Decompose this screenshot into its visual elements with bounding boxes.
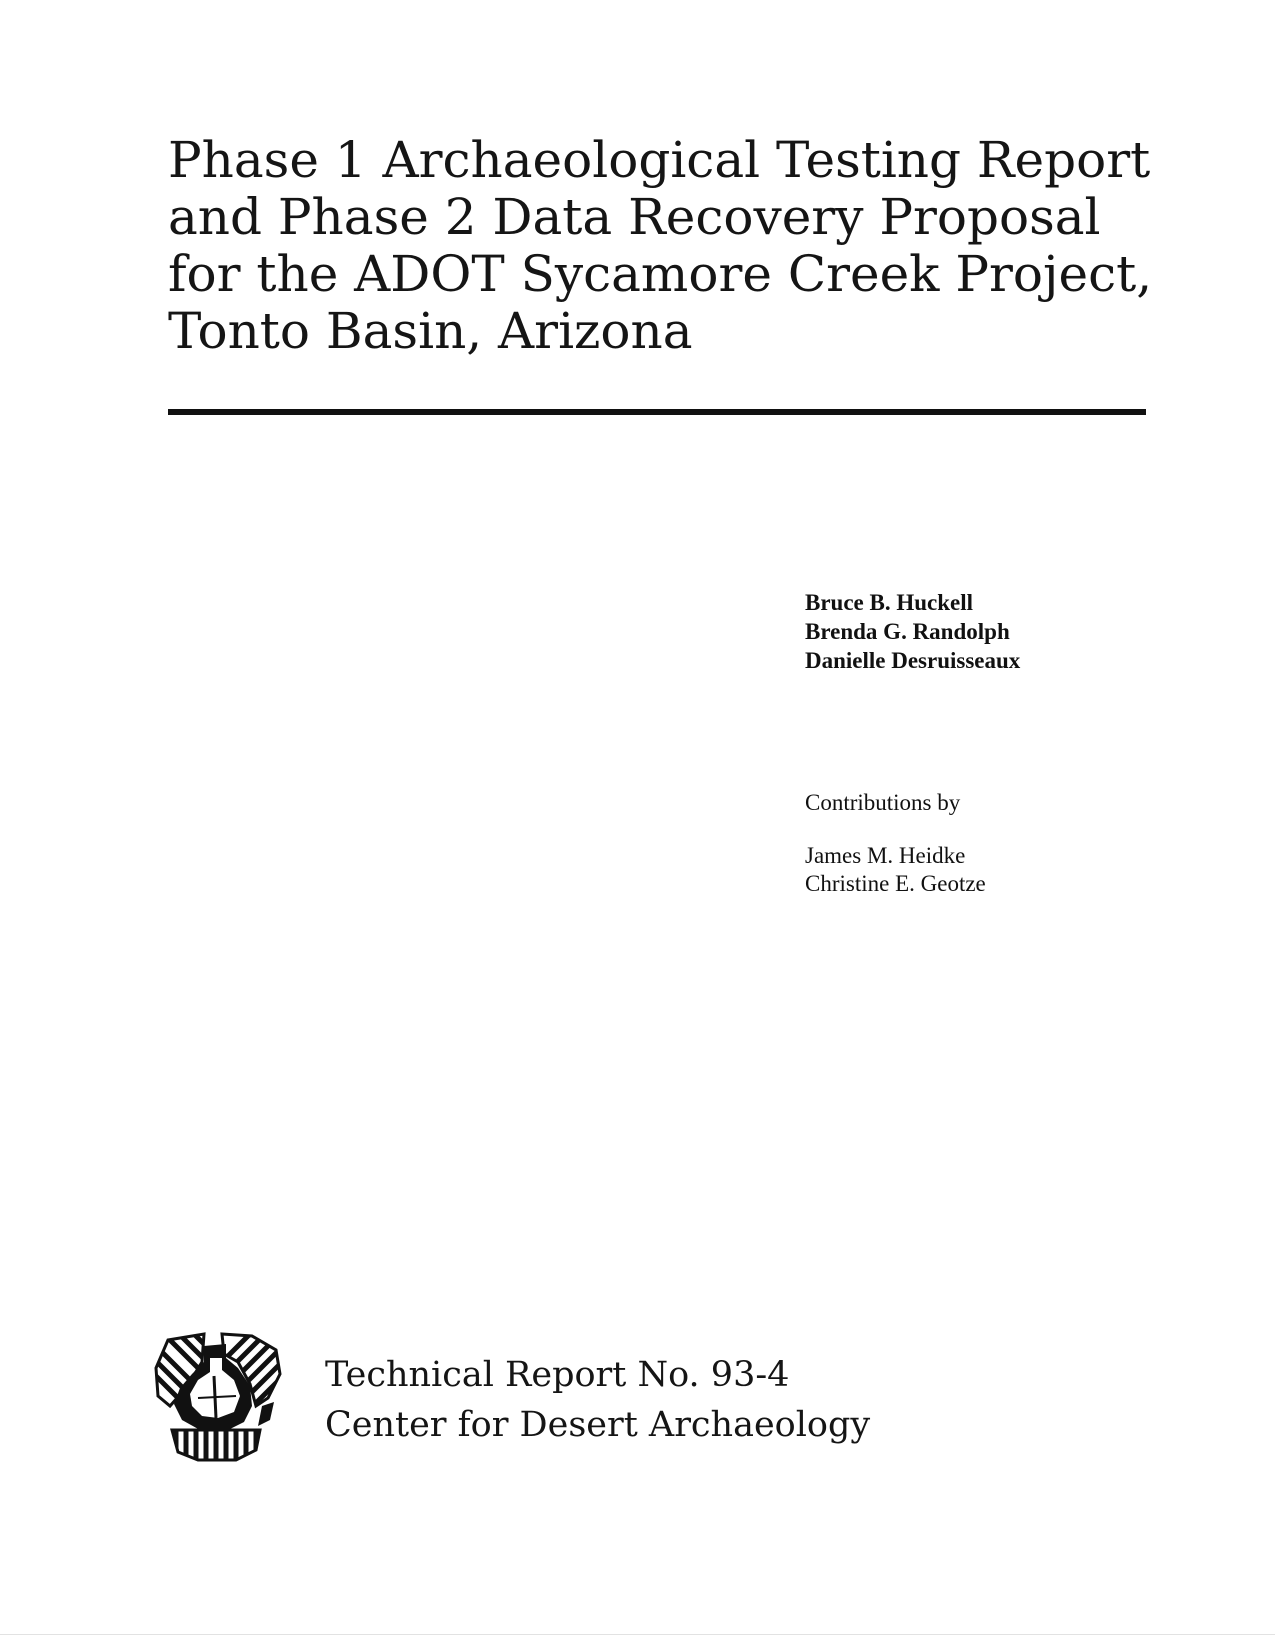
report-series [325,1350,870,1450]
title-line-3: for the ADOT Sycamore Creek Project, [168,245,1153,303]
author-list [805,588,1225,675]
contributor-list [805,842,986,898]
report-title [168,131,1153,360]
author-name: Bruce B. Huckell [805,590,974,615]
title-line-2: and Phase 2 Data Recovery Proposal [168,188,1101,246]
title-line-4: Tonto Basin, Arizona [168,302,693,360]
contributor-name: James M. Heidke [805,843,966,868]
title-line-1: Phase 1 Archaeological Testing Report [168,131,1151,189]
center-for-desert-archaeology-logo-icon [152,1332,282,1464]
report-number: Technical Report No. 93-4 [325,1355,790,1395]
contributor-name: Christine E. Geotze [805,871,986,896]
author-name: Danielle Desruisseaux [805,648,1021,673]
title-divider [168,409,1146,415]
page-edge [0,1634,1275,1635]
publisher-name: Center for Desert Archaeology [325,1405,871,1445]
contributions-heading: Contributions by [805,790,961,815]
author-name: Brenda G. Randolph [805,619,1010,644]
